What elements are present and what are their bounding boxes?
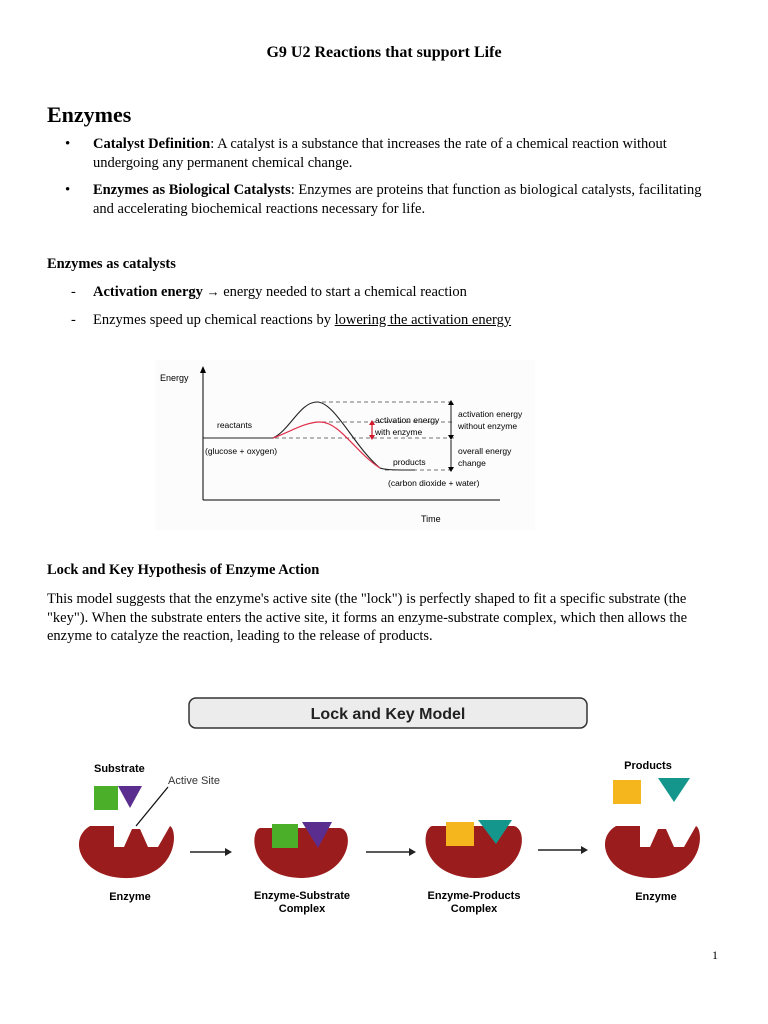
dash-item-activation-energy [47,283,717,302]
product-teal-triangle [658,778,690,802]
act-without-label-2: without enzyme [458,421,518,431]
subheading-lock-and-key: Lock and Key Hypothesis of Enzyme Action [47,562,320,578]
enzyme-1-shape [79,826,174,878]
graph-background [155,360,535,530]
act-with-label-1: activation energy [375,415,440,425]
bullet-term: Enzymes as Biological Catalysts [93,182,291,198]
bullet-term: Catalyst Definition [93,136,211,152]
complex1-label-b: Complex [278,903,326,915]
arrow-head-icon [581,846,588,854]
enzyme-2-shape [254,828,348,878]
arrow-head-icon [225,848,232,856]
complex1-label-a: Enzyme-Substrate [254,890,350,902]
dash-term: Activation energy [93,284,203,300]
complex2-label-a: Enzyme-Products [427,890,521,902]
overall-label-2: change [458,458,486,468]
active-site-pointer [136,787,168,826]
bullet-catalyst-definition [47,135,717,172]
model-title: Lock and Key Model [310,706,466,723]
act-without-label-1: activation energy [458,409,523,419]
y-axis-label: Energy [160,373,189,383]
product-yellow-square [613,780,641,804]
lock-and-key-paragraph: This model suggests that the enzyme's active site (the "lock") is perfectly shaped to fit a specific substrate (the "key"). When the substrate enters the active site, it forms an enzyme-substrate complex, which then allows the enzyme to catalyze the reaction, leading to the release of products. [47,591,688,644]
enzyme-1-label: Enzyme [109,891,151,903]
dash-text: energy needed to start a chemical reaction [219,284,467,300]
dash-list [47,283,717,338]
active-site-label: Active Site [168,775,220,787]
complex2-label-b: Complex [450,903,498,915]
reactants-label: reactants [217,420,252,430]
products-label: Products [624,760,672,772]
section-heading-enzymes: Enzymes [47,102,132,127]
dash-item-lowering [47,311,717,330]
x-axis-label: Time [421,514,441,524]
lock-and-key-diagram [60,690,710,920]
reactants-sub-label: (glucose + oxygen) [205,446,278,456]
subheading-enzymes-as-catalysts: Enzymes as catalysts [47,256,176,272]
enzyme-2-label: Enzyme [635,891,677,903]
substrate-green-square [94,786,118,810]
page-title: G9 U2 Reactions that support Life [266,44,502,61]
overall-label-1: overall energy [458,446,512,456]
underlined-text: lowering the activation energy [334,311,512,328]
dash-text: Enzymes speed up chemical reactions by [93,311,335,328]
bullet-text: : Enzymes are proteins that function as biological catalysts, facilitating and accelerating biochemical reactions necessary for life. [93,182,702,217]
arrow-head-icon [409,848,416,856]
activation-energy-graph [155,360,535,530]
complex-yellow-square [446,822,474,846]
act-with-label-2: with enzyme [375,427,423,437]
complex-green-square [272,824,298,848]
enzyme-4-shape [605,826,700,878]
page-number: 1 [712,948,718,962]
bullet-text: : A catalyst is a substance that increases the rate of a chemical reaction without undergoing any permanent chemical change. [93,136,667,171]
bullet-list [47,135,717,227]
bullet-enzymes-biological-catalysts [47,181,717,218]
substrate-purple-triangle [118,786,142,808]
substrate-label: Substrate [94,763,145,775]
arrow-right-icon: → [206,284,220,299]
products-label: products [393,457,426,467]
products-sub-label: (carbon dioxide + water) [388,478,480,488]
